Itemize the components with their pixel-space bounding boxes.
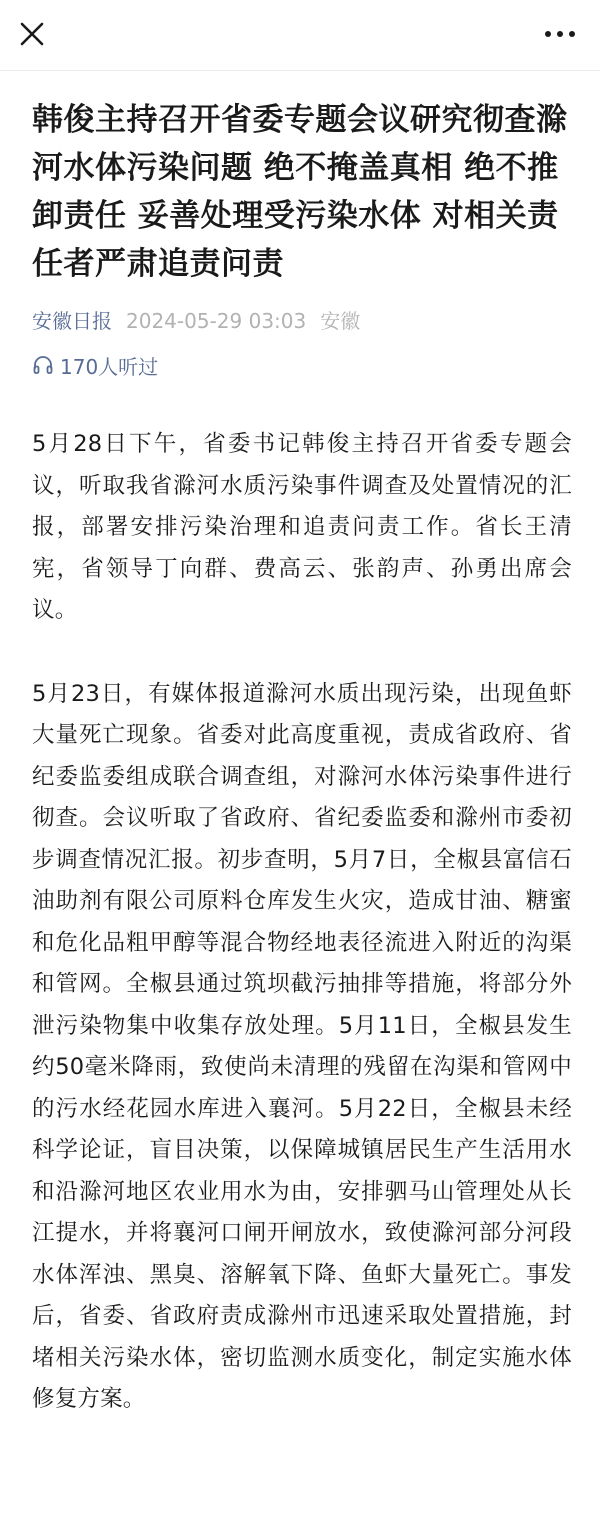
- publish-datetime: 2024-05-29 03:03: [126, 309, 307, 333]
- source-account-link[interactable]: 安徽日报: [32, 309, 112, 333]
- paragraph-1: 5月28日下午，省委书记韩俊主持召开省委专题会议，听取我省滁河水质污染事件调查及处置情况的汇报，部署安排污染治理和追责问责工作。省长王清宪，省领导丁向群、费高云、张韵声、孙勇出席会议。: [32, 431, 572, 623]
- more-dots-icon: [538, 16, 582, 52]
- article-title: 韩俊主持召开省委专题会议研究彻查滁河水体污染问题 绝不掩盖真相 绝不推卸责任 妥善处理受污染水体 对相关责任者严肃追责问责: [32, 102, 568, 282]
- listen-count: 170人听过: [60, 354, 159, 379]
- article-body: [32, 424, 572, 1421]
- top-navigation-bar: [0, 0, 600, 71]
- article-meta: [32, 306, 572, 336]
- close-icon: [14, 16, 50, 52]
- publish-location: 安徽: [320, 309, 361, 333]
- headphones-icon: [32, 354, 54, 376]
- paragraph-2: 5月23日，有媒体报道滁河水质出现污染，出现鱼虾大量死亡现象。省委对此高度重视，责成省政府、省纪委监委组成联合调查组，对滁河水体污染事件进行彻查。会议听取了省政府、省纪委监委和滁州市委初步调查情况汇报。初步查明，5月7日，全椒县富信石油助剂有限公司原料仓库发生火灾，造成甘油、糖蜜和危化品粗甲醇等混合物经地表径流进入附近的沟渠和管网。全椒县通过筑坝截污抽排等措施，将部分外泄污染物集中收集存放处理。5月11日，全椒县发生约50毫米降雨，致使尚未清理的残留在沟渠和管网中的污水经花园水库进入襄河。5月22日，全椒县未经科学论证，盲目决策，以保障城镇居民生产生活用水和沿滁河地区农业用水为由，安排驷马山管理处从长江提水，并将襄河口闸开闸放水，致使滁河部分河段水体浑浊、黑臭、溶解氧下降、鱼虾大量死亡。事发后，省委、省政府责成滁州市迅速采取处置措施，封堵相关污染水体，密切监测水质变化，制定实施水体修复方案。: [32, 680, 572, 1412]
- more-options-button[interactable]: [538, 16, 582, 52]
- close-button[interactable]: [14, 16, 50, 52]
- listen-button[interactable]: [32, 350, 572, 380]
- article: [32, 96, 572, 1463]
